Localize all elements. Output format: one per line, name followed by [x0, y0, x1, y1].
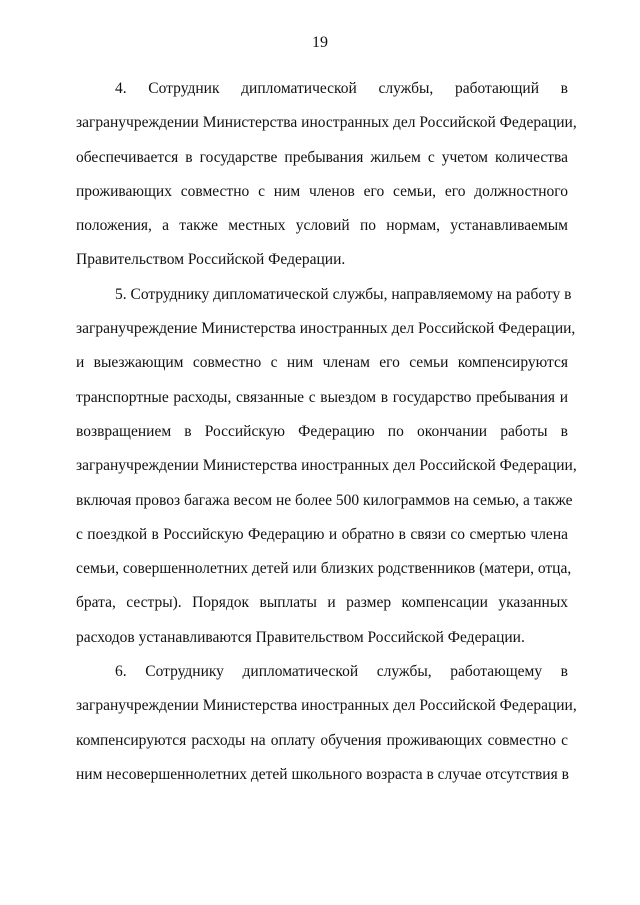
text-line: ним несовершеннолетних детей школьного возраста в случае отсутствия в — [76, 765, 569, 783]
text-line: возвращением в Российскую Федерацию по окончании работы в — [76, 422, 568, 440]
paragraph-5 — [76, 278, 577, 655]
text-line: транспортные расходы, связанные с выездом в государство пребывания и — [76, 388, 568, 406]
text-line: семьи, совершеннолетних детей или близких родственников (матери, отца, — [76, 560, 572, 578]
text-line: загранучреждении Министерства иностранных дел Российской Федерации, — [76, 457, 577, 475]
text-line: проживающих совместно с ним членов его семьи, его должностного — [76, 182, 568, 200]
paragraph-4 — [76, 72, 577, 278]
text-line: обеспечивается в государстве пребывания жильем с учетом количества — [76, 148, 568, 166]
text-line: загранучреждении Министерства иностранных дел Российской Федерации, — [76, 114, 577, 132]
text-line: компенсируются расходы на оплату обучения проживающих совместно с — [76, 731, 568, 749]
text-line: 5. Сотруднику дипломатической службы, направляемому на работу в — [115, 285, 572, 303]
text-line: загранучреждении Министерства иностранных дел Российской Федерации, — [76, 697, 577, 715]
page-number: 19 — [312, 34, 328, 51]
text-line: с поездкой в Российскую Федерацию и обратно в связи со смертью члена — [76, 525, 568, 543]
text-line: включая провоз багажа весом не более 500 килограммов на семью, а также — [76, 491, 573, 509]
text-line: 4. Сотрудник дипломатической службы, работающий в — [115, 80, 568, 97]
text-line: 6. Сотруднику дипломатической службы, работающему в — [115, 663, 568, 681]
paragraph-6 — [76, 655, 577, 792]
text-line: расходов устанавливаются Правительством Российской Федерации. — [76, 628, 525, 646]
text-line: Правительством Российской Федерации. — [76, 251, 346, 269]
document-body — [76, 72, 577, 792]
text-line: брата, сестры). Порядок выплаты и размер компенсации указанных — [76, 594, 568, 612]
text-line: и выезжающим совместно с ним членам его семьи компенсируются — [76, 354, 568, 372]
text-line: загранучреждение Министерства иностранных дел Российской Федерации, — [76, 320, 576, 338]
text-line: положения, а также местных условий по нормам, устанавливаемым — [76, 217, 568, 235]
